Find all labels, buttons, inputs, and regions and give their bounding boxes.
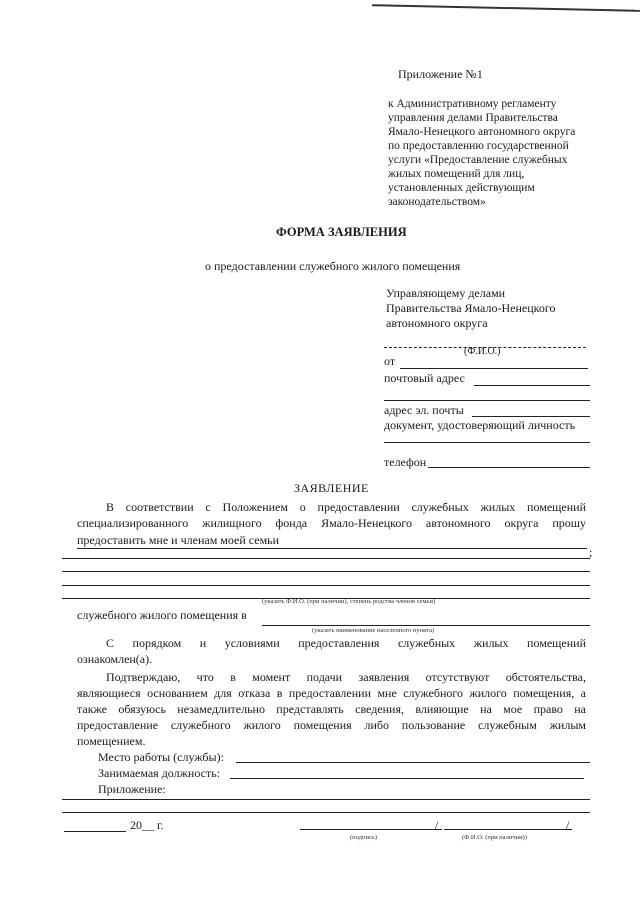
phone-label: телефон [384,455,427,469]
email-field[interactable] [472,416,590,417]
attachment-field-line-1[interactable] [62,799,590,800]
signer-fio-caption: (Ф.И.О. (при наличии)) [462,834,527,841]
paragraph-request-line-2: специализированного жилищного фонда Ямало-Ненецкого автономного округа прошу [77,516,586,530]
paragraph-request-line-1: В соответствии с Положением о предоставлении служебных жилых помещений [106,500,586,514]
paragraph-confirm-last: помещением. [77,734,146,748]
from-label: от [384,354,396,368]
appendix-title: Приложение №1 [398,67,483,81]
addressee-line: автономного округа [386,316,488,330]
locality-caption: (указать наименование населенного пункта) [312,627,435,634]
appendix-line: законодательством» [388,196,486,208]
identity-document-label: документ, удостоверяющий личность [384,418,576,432]
family-field-line-4[interactable] [62,585,590,586]
signature-separator: / [435,818,439,832]
fio-caption: (Ф.И.О.) [464,346,501,357]
family-caption: (указать Ф.И.О. (при наличии), степень родства членов семьи) [262,598,436,605]
signature-field[interactable] [300,829,442,830]
paragraph-conditions-line-1: С порядком и условиями предоставления служебных жилых помещений [106,636,586,650]
locality-field[interactable] [262,625,590,626]
addressee-line: Правительства Ямало-Ненецкого [386,301,556,315]
paragraph-confirm-line-4: предоставление служебного жилого помещения либо пользование служебным жилым [77,718,586,732]
appendix-line: к Административному регламенту [388,98,557,110]
paragraph-confirm-line-2: являющиеся основанием для отказа в предоставлении мне служебного жилого помещения, а [77,686,586,700]
paragraph-confirm-line-1: Подтверждаю, что в момент подачи заявления отсутствуют обстоятельства, [106,670,586,684]
appendix-reference [388,97,575,209]
addressee-block [386,286,555,330]
work-place-field[interactable] [236,762,590,763]
position-label: Занимаемая должность: [98,766,221,780]
work-place-label: Место работы (службы): [98,750,224,764]
identity-document-field[interactable] [384,442,590,443]
appendix-line: управления делами Правительства [388,112,558,124]
attachment-label: Приложение: [98,782,166,796]
date-day-field[interactable] [64,831,126,832]
postal-address-field-2[interactable] [384,400,590,401]
postal-address-label: почтовый адрес [384,371,465,385]
postal-address-field[interactable] [474,385,590,386]
appendix-line: по предоставлению государственной [388,140,569,152]
email-label: адрес эл. почты [384,403,464,417]
signer-fio-separator: / [566,818,570,832]
family-field-line-1[interactable] [77,548,587,549]
appendix-line: Ямало-Ненецкого автономного округа [388,126,576,138]
paragraph-request-last: предоставить мне и членам моей семьи [77,533,282,547]
family-field-semicolon: ; [589,545,593,559]
family-field-line-2[interactable] [62,558,590,559]
from-field[interactable] [400,368,588,369]
signer-fio-field[interactable] [444,829,572,830]
statement-title: ЗАЯВЛЕНИЕ [294,481,369,495]
form-title: ФОРМА ЗАЯВЛЕНИЯ [276,225,407,239]
form-subtitle: о предоставлении служебного жилого помещения [205,259,461,273]
paragraph-conditions-last: ознакомлен(а). [77,652,153,666]
premises-label: служебного жилого помещения в [77,608,247,622]
paragraph-confirm-line-3: также обязуюсь незамедлительно представлять сведения, влияющие на мое право на [77,702,586,716]
scan-edge-line [372,4,640,12]
signature-caption: (подпись) [350,834,377,841]
family-field-line-3[interactable] [62,571,590,572]
position-field[interactable] [230,778,584,779]
attachment-field-line-2[interactable] [62,812,590,813]
phone-field[interactable] [428,467,590,468]
appendix-line: установленных действующим [388,182,535,194]
appendix-line: жилых помещений для лиц, [388,168,525,180]
date-text: 20__ г. [130,818,164,832]
appendix-line: услуги «Предоставление служебных [388,154,568,166]
addressee-line: Управляющему делами [386,286,506,300]
